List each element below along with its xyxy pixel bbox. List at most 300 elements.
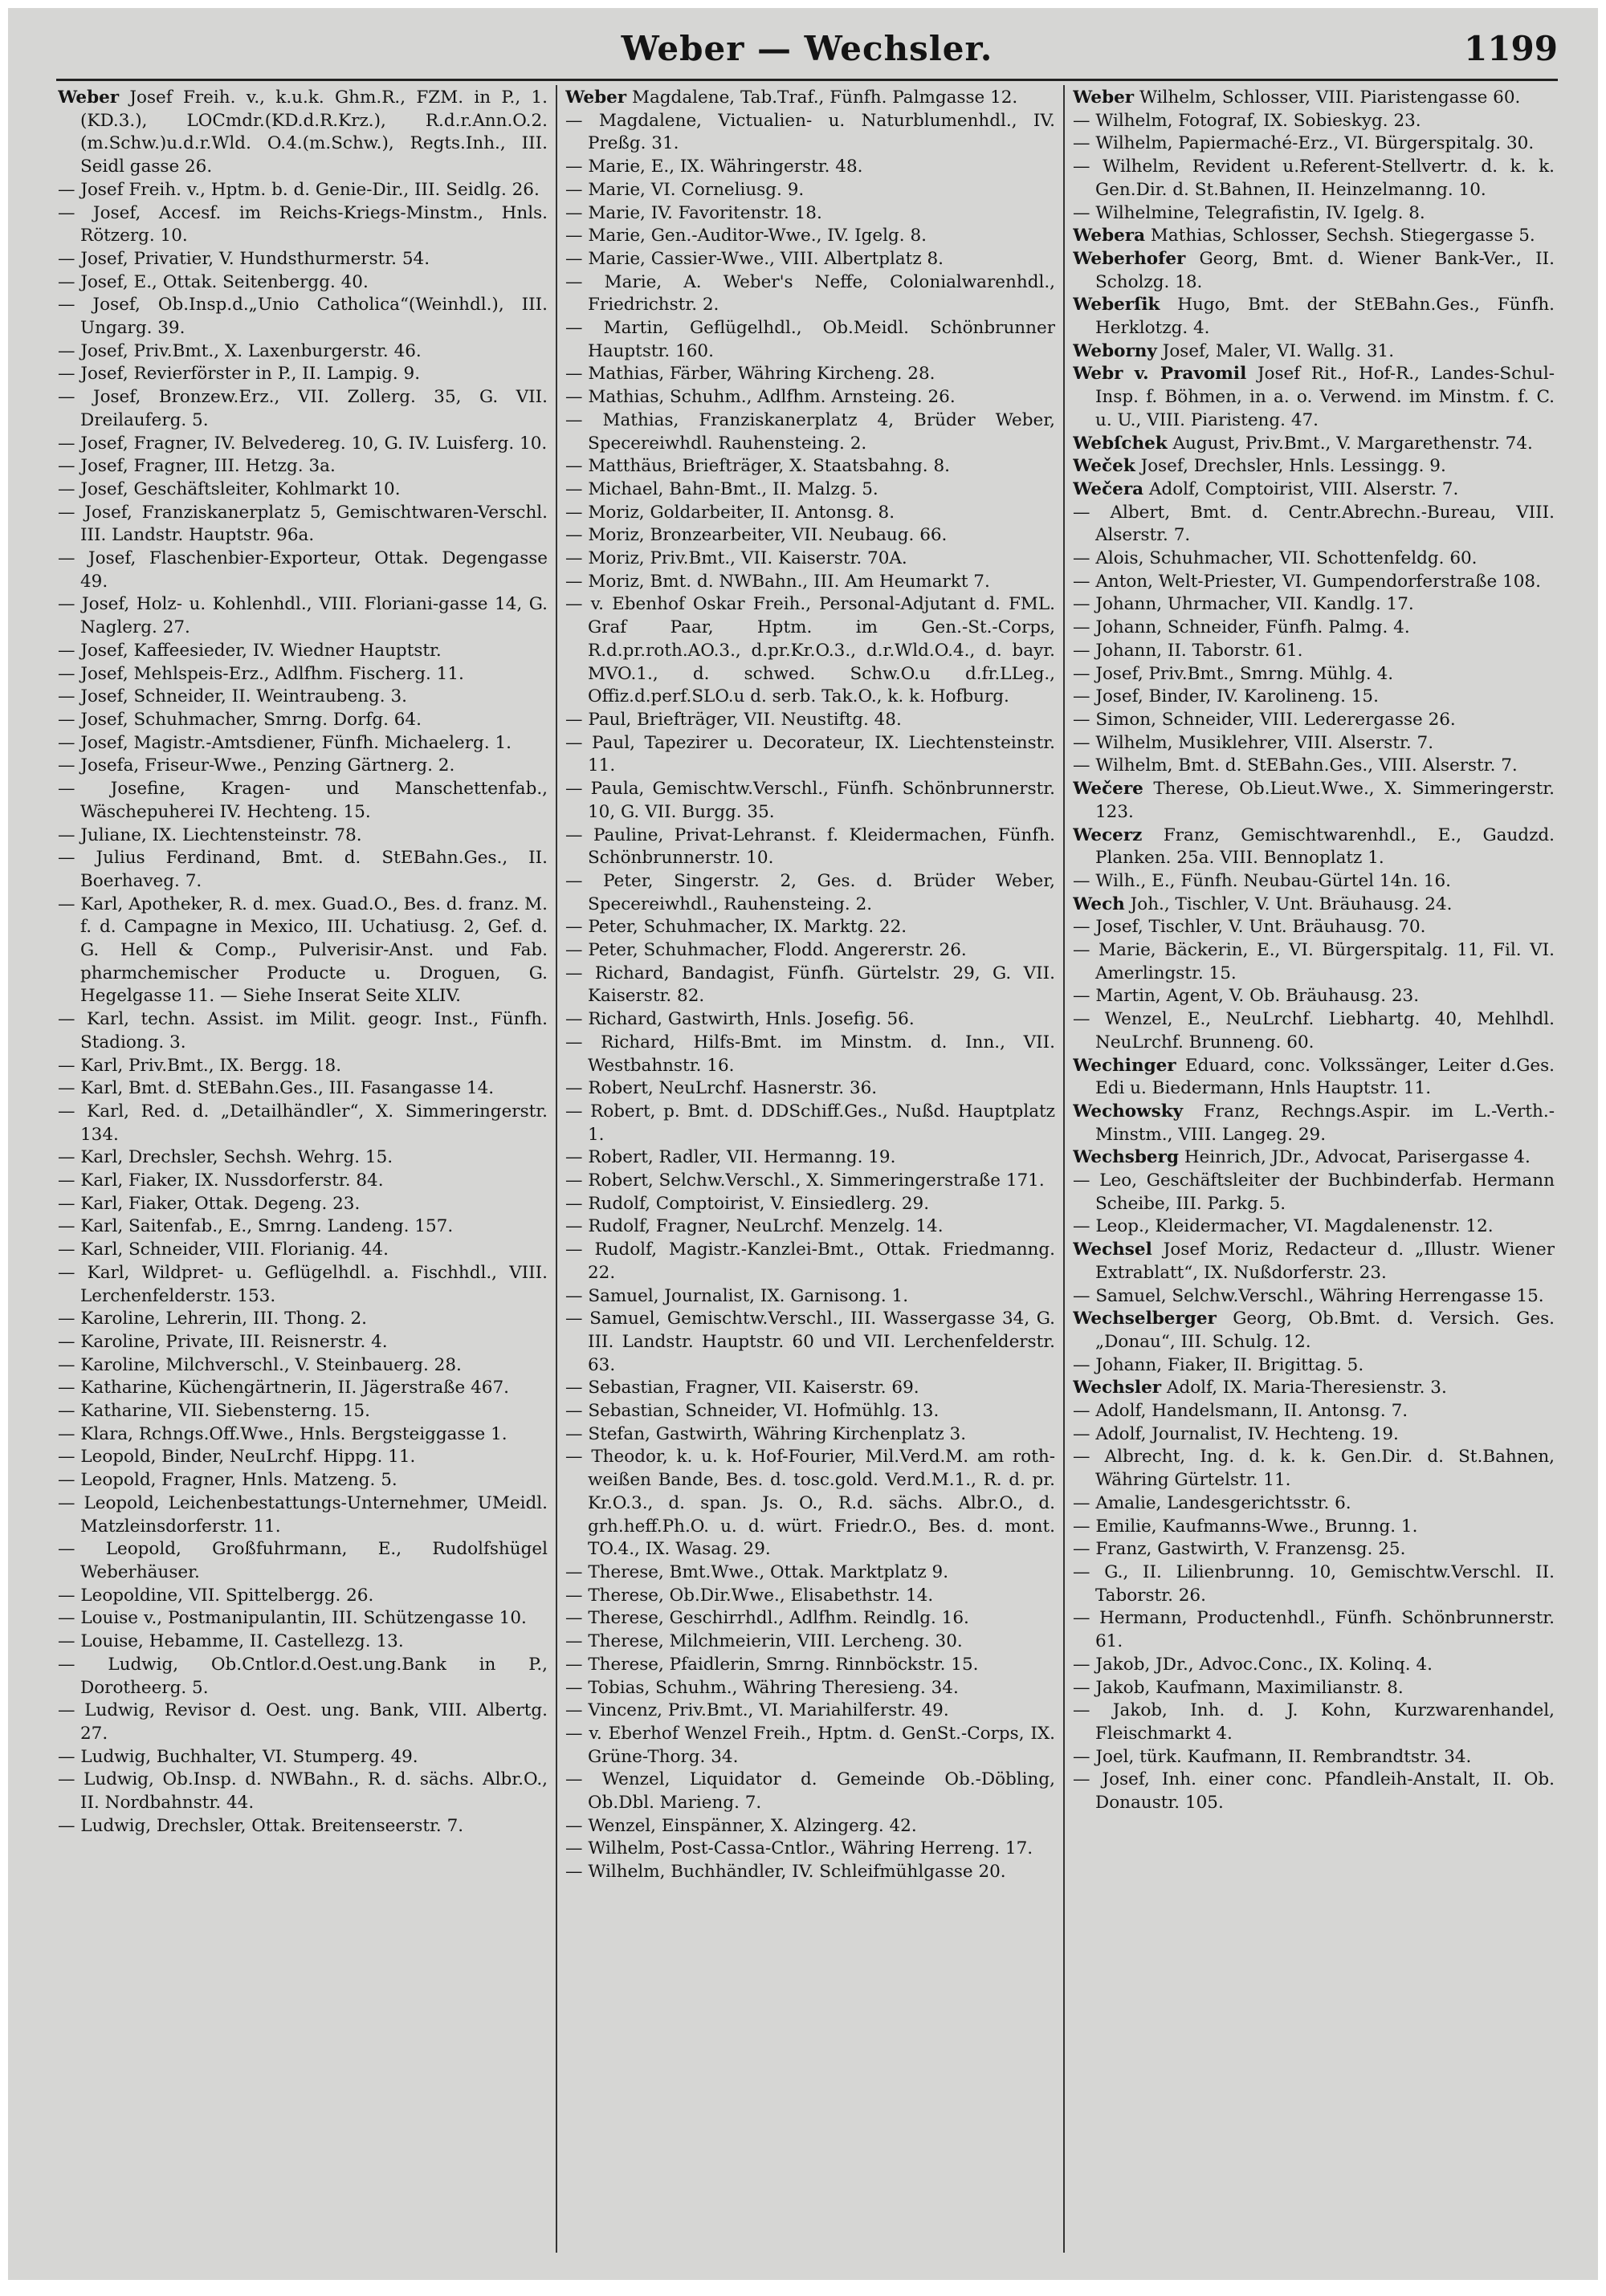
entry-text: — v. Ebenhof Oskar Freih., Personal-Adjutant d. FML. Graf Paar, Hptm. im Gen.-St.-Corps, R.d.pr.roth.AO.3., d.pr.Kr.O.3., d.r.Wld.O.4., d. bayr. MVO.1., d. schwed. Schw.O.u d.fr.LLeg., Offiz.d.perf.SLO.u d. serb. Tak.O., k. k. Hofburg. [565,594,1055,707]
directory-entry [565,1308,1055,1377]
entry-text: — Karl, Schneider, VIII. Florianig. 44. [58,1240,389,1260]
entry-text: — Julius Ferdinand, Bmt. d. StEBahn.Ges., II. Boerhaveg. 7. [58,848,548,891]
entry-text: — Josef, Fragner, IV. Belvedereg. 10, G. IV. Luisferg. 10. [58,433,548,454]
directory-entry [58,593,548,639]
directory-entry [565,1700,1055,1723]
directory-entry [565,1400,1055,1423]
directory-entry [1073,916,1555,939]
directory-entry [58,1101,548,1146]
directory-entry [565,1769,1055,1814]
directory-entry [58,1239,548,1262]
entry-text: — Josef, Flaschenbier-Exporteur, Ottak. Degengasse 49. [58,548,548,592]
entry-text: — Michael, Bahn-Bmt., II. Malzg. 5. [565,478,878,499]
directory-entry [565,916,1055,939]
entry-text: — Wenzel, Liquidator d. Gemeinde Ob.-Döbling, Ob.Dbl. Marieng. 7. [565,1769,1055,1814]
directory-entry [1073,894,1555,917]
directory-entry [58,478,548,502]
directory-entry [1073,593,1555,617]
entry-text: — Karl, Fiaker, Ottak. Degeng. 23. [58,1193,361,1214]
entry-text: Josef, Drechsler, Hnls. Lessingg. 9. [1135,456,1446,477]
entry-text: — Martin, Agent, V. Ob. Bräuhausg. 23. [1073,986,1420,1007]
directory-entry [1073,87,1555,110]
entry-text: Josef, Maler, VI. Wallg. 31. [1156,340,1395,361]
entry-text: — Josef, Holz- u. Kohlenhdl., VIII. Floriani-gasse 14, G. Naglerg. 27. [58,594,548,638]
directory-entry [565,156,1055,179]
entry-text: — Franz, Gastwirth, V. Franzensg. 25. [1073,1539,1406,1560]
entry-text: — Samuel, Journalist, IX. Garnisong. 1. [565,1285,909,1306]
entry-text: — Wilhelm, Revident u.Referent-Stellvertr. d. k. k. Gen.Dir. d. St.Bahnen, II. Heinzelmanng. 10. [1073,157,1555,200]
directory-entry [1073,709,1555,732]
entry-text: — Leop., Kleidermacher, VI. Magdalenenstr. 12. [1073,1216,1494,1237]
entry-text: — Pauline, Privat-Lehranst. f. Kleidermachen, Fünfh. Schönbrunnerstr. 10. [565,824,1055,869]
entry-text: — Ludwig, Drechsler, Ottak. Breitenseerstr. 7. [58,1815,464,1836]
entry-text: — Josef, Accesf. im Reichs-Kriegs-Minstm., Hnls. Rötzerg. 10. [58,202,548,246]
directory-entry [1073,132,1555,156]
entry-text: — Vincenz, Priv.Bmt., VI. Mariahilferstr. 49. [565,1700,949,1721]
directory-entry [1073,571,1555,594]
directory-entry [1073,1285,1555,1309]
directory-entry [565,225,1055,248]
directory-entry [58,1746,548,1769]
entry-surname: Webſchek [1073,433,1168,454]
directory-entry [58,686,548,709]
entry-text: — Samuel, Selchw.Verschl., Währing Herrengasse 15. [1073,1285,1544,1306]
directory-entry [58,202,548,248]
entry-text: — Tobias, Schuhm., Währing Theresieng. 34. [565,1677,959,1698]
directory-entry [1073,640,1555,663]
entry-text: Heinrich, JDr., Advocat, Parisergasse 4. [1178,1147,1531,1168]
entry-text: — Karoline, Private, III. Reisnerstr. 4. [58,1331,388,1352]
directory-entry [565,1008,1055,1032]
directory-entry [565,963,1055,1008]
entry-text: — Josefine, Kragen- und Manschettenfab., Wäschepuherei IV. Hechteng. 15. [58,779,548,822]
entry-text: — Mathias, Schuhm., Adlfhm. Arnsteing. 26. [565,387,956,408]
directory-entry [58,87,548,179]
page-header [56,29,1558,77]
directory-entry [1073,1146,1555,1170]
directory-entry [58,548,548,593]
directory-entry [1073,985,1555,1008]
directory-entry [1073,1101,1555,1146]
entry-text: — Albrecht, Ing. d. k. k. Gen.Dir. d. St.Bahnen, Währing Gürtelstr. 11. [1073,1447,1555,1491]
directory-entry [565,248,1055,271]
directory-entry [58,1607,548,1630]
directory-entry [1073,1516,1555,1539]
entry-surname: Weček [1073,456,1135,477]
entry-text: — Therese, Ob.Dir.Wwe., Elisabethstr. 14. [565,1585,934,1606]
entry-text: — Ludwig, Ob.Insp. d. NWBahn., R. d. sächs. Albr.O., II. Nordbahnstr. 44. [58,1769,548,1814]
directory-entry [58,1262,548,1308]
directory-entry [58,1400,548,1423]
entry-text: — Jakob, JDr., Advoc.Conc., IX. Kolinq. 4. [1073,1654,1433,1675]
directory-entry [565,1239,1055,1284]
directory-entry [1073,294,1555,340]
directory-entry [565,778,1055,824]
directory-entry [1073,225,1555,248]
directory-entry [58,640,548,663]
entry-text: — Simon, Schneider, VIII. Lederergasse 26. [1073,709,1456,730]
directory-entry [565,1170,1055,1193]
directory-entry [58,1446,548,1469]
entry-text: — Emilie, Kaufmanns-Wwe., Brunng. 1. [1073,1516,1418,1537]
entry-text: — Klara, Rchngs.Off.Wwe., Hnls. Bergsteiggasse 1. [58,1423,507,1444]
entry-text: — Jakob, Inh. d. J. Kohn, Kurzwarenhandel, Fleischmarkt 4. [1073,1700,1555,1744]
entry-text: — Matthäus, Briefträger, X. Staatsbahng. 8. [565,456,950,477]
directory-entry [565,1146,1055,1170]
directory-entry [58,732,548,755]
directory-entry [58,271,548,295]
entry-text: — Josef, Magistr.-Amtsdiener, Fünfh. Michaelerg. 1. [58,732,512,753]
entry-text: — Richard, Hilfs-Bmt. im Minstm. d. Inn., VII. Westbahnstr. 16. [565,1032,1055,1076]
entry-text: — Wenzel, E., NeuLrchf. Liebhartg. 40, Mehlhdl. NeuLrchf. Brunneng. 60. [1073,1009,1555,1052]
directory-entry [58,894,548,1009]
entry-text: — Wilhelmine, Telegrafistin, IV. Igelg. 8. [1073,202,1425,223]
directory-entry [565,1561,1055,1585]
entry-text: — Moriz, Bronzearbeiter, VII. Neubaug. 66. [565,525,948,546]
entry-text: — Josef, Mehlspeis-Erz., Adlfhm. Fischerg. 11. [58,663,464,684]
entry-text: — Robert, NeuLrchf. Hasnerstr. 36. [565,1078,878,1099]
directory-entry [1073,732,1555,755]
entry-text: — Rudolf, Magistr.-Kanzlei-Bmt., Ottak. Friedmanng. 22. [565,1240,1055,1283]
column-divider [1063,85,1065,2253]
entry-text: — Josef, Schneider, II. Weintraubeng. 3. [58,686,407,707]
directory-entry [565,548,1055,571]
directory-entry [565,478,1055,502]
entry-text: — Theodor, k. u. k. Hof-Fourier, Mil.Verd.M. am roth-weißen Bande, Bes. d. tosc.gold. Verd.M.1., R. d. pr. Kr.O.3., d. span. Js. O., R.d. sächs. Albr.O., d. grh.heff.Ph.O. u. d. würt. Friedr.O., Bes. d. mont. TO.4., IX. Wasag. 29. [565,1447,1055,1560]
directory-entry [58,1538,548,1584]
entry-text: — Therese, Bmt.Wwe., Ottak. Marktplatz 9. [565,1562,949,1582]
directory-entry [1073,1607,1555,1653]
directory-entry [565,524,1055,548]
directory-entry [1073,455,1555,478]
directory-entry [58,1654,548,1700]
directory-entry [565,179,1055,202]
directory-entry [58,502,548,548]
entry-surname: Weberſik [1073,295,1160,315]
directory-entry [58,1492,548,1538]
entry-text: — Josef, Revierförster in P., II. Lampig. 9. [58,364,421,385]
entry-text: — Richard, Bandagist, Fünfh. Gürtelstr. 29, G. VII. Kaiserstr. 82. [565,963,1055,1007]
directory-entry [1073,1769,1555,1814]
entry-text: — Karl, Bmt. d. StEBahn.Ges., III. Fasangasse 14. [58,1078,495,1099]
entry-text: — Ludwig, Revisor d. Oest. ung. Bank, VIII. Albertg. 27. [58,1700,548,1744]
entry-text: — Juliane, IX. Liechtensteinstr. 78. [58,824,362,845]
directory-entry [1073,1377,1555,1400]
directory-entry [58,179,548,202]
entry-surname: Wecerz [1073,824,1143,845]
directory-entry [1073,1561,1555,1607]
directory-entry [565,455,1055,478]
directory-entry [58,1331,548,1354]
directory-entry [1073,1746,1555,1769]
entry-text: — Josef, Priv.Bmt., Smrng. Mühlg. 4. [1073,663,1394,684]
entry-text: — Ludwig, Buchhalter, VI. Stumperg. 49. [58,1746,418,1767]
directory-entry [1073,824,1555,870]
entry-text: Josef Freih. v., k.u.k. Ghm.R., FZM. in P., 1.(KD.3.), LOCmdr.(KD.d.R.Krz.), R.d.r.Ann.O.2.(m.Schw.)u.d.r.Wld. O.4.(m.Schw.), Regts.Inh., III. Seidl gasse 26. [80,88,548,177]
directory-entry [1073,1215,1555,1239]
directory-entry [1073,1055,1555,1101]
entry-surname: Weber [565,88,627,108]
entry-text: Georg, Ob.Bmt. d. Versich. Ges. „Donau“, III. Schulg. 12. [1095,1309,1555,1352]
directory-column-2 [565,87,1055,2254]
directory-entry [1073,1308,1555,1354]
entry-text: Mathias, Schlosser, Sechsh. Stiegergasse 5. [1145,226,1535,246]
directory-entry [1073,1492,1555,1516]
directory-entry [565,1077,1055,1101]
directory-page [8,8,1598,2280]
directory-entry [565,502,1055,525]
directory-entry [565,1285,1055,1309]
entry-text: — Magdalene, Victualien- u. Naturblumenhdl., IV. Preßg. 31. [565,110,1055,154]
entry-text: — Karl, techn. Assist. im Milit. geogr. Inst., Fünfh. Stadiong. 3. [58,1009,548,1052]
entry-text: — Leopold, Binder, NeuLrchf. Hippg. 11. [58,1447,416,1468]
entry-text: — Johann, Uhrmacher, VII. Kandlg. 17. [1073,594,1414,615]
entry-text: — Josef, Binder, IV. Karolineng. 15. [1073,686,1379,707]
directory-entry [565,1723,1055,1769]
entry-text: — Katharine, Küchengärtnerin, II. Jägerstraße 467. [58,1378,509,1398]
directory-entry [565,87,1055,110]
entry-text: — v. Eberhof Wenzel Freih., Hptm. d. GenSt.-Corps, IX. Grüne-Thorg. 34. [565,1723,1055,1767]
directory-entry [565,1861,1055,1884]
entry-surname: Wečera [1073,478,1144,499]
directory-entry [1073,1700,1555,1745]
directory-entry [58,1354,548,1378]
entry-surname: Weborny [1073,340,1157,361]
directory-entry [58,1815,548,1838]
entry-text: — Josef, E., Ottak. Seitenbergg. 40. [58,271,369,292]
entry-text: — Wilh., E., Fünfh. Neubau-Gürtel 14n. 16. [1073,870,1451,891]
entry-text: — Wilhelm, Post-Cassa-Cntlor., Währing Herreng. 17. [565,1838,1033,1859]
directory-entry [565,386,1055,409]
directory-entry [1073,248,1555,294]
directory-entry [58,248,548,271]
entry-text: — Leo, Geschäftsleiter der Buchbinderfab. Hermann Scheibe, III. Parkg. 5. [1073,1170,1555,1214]
entry-text: — Jakob, Kaufmann, Maximilianstr. 8. [1073,1677,1404,1698]
directory-entry [1073,686,1555,709]
entry-text: — Karl, Saitenfab., E., Smrng. Landeng. 157. [58,1216,454,1237]
directory-entry [1073,1354,1555,1378]
entry-text: Adolf, Comptoirist, VIII. Alserstr. 7. [1143,478,1459,499]
directory-entry [1073,1008,1555,1054]
entry-surname: Wechsler [1073,1378,1162,1398]
entry-text: — Johann, Schneider, Fünfh. Palmg. 4. [1073,617,1410,638]
entry-text: — Karl, Wildpret- u. Geflügelhdl. a. Fischhdl., VIII. Lerchenfelderstr. 153. [58,1262,548,1306]
entry-text: — Stefan, Gastwirth, Währing Kirchenplatz 3. [565,1423,967,1444]
entry-text: — Adolf, Handelsmann, II. Antonsg. 7. [1073,1401,1408,1422]
entry-text: — Therese, Milchmeierin, VIII. Lercheng. 30. [565,1631,963,1652]
entry-text: August, Priv.Bmt., V. Margarethenstr. 74. [1167,433,1533,454]
entry-text: Josef Moriz, Redacteur d. „Illustr. Wiener Extrablatt“, IX. Nußdorferstr. 23. [1095,1240,1555,1283]
entry-text: — Leopold, Großfuhrmann, E., Rudolfshügel Weberhäuser. [58,1539,548,1582]
entry-surname: Wečere [1073,779,1143,800]
directory-entry [58,1377,548,1400]
entry-text: — Josef, Privatier, V. Hundsthurmerstr. 54. [58,248,430,269]
directory-entry [1073,1423,1555,1447]
entry-text: — Marie, Cassier-Wwe., VIII. Albertplatz 8. [565,248,944,269]
entry-text: — Karl, Priv.Bmt., IX. Bergg. 18. [58,1055,342,1076]
entry-text: — Josef Freih. v., Hptm. b. d. Genie-Dir., III. Seidlg. 26. [58,179,540,200]
directory-entry [1073,1446,1555,1492]
directory-entry [58,1215,548,1239]
entry-text: — Paula, Gemischtw.Verschl., Fünfh. Schönbrunnerstr. 10, G. VII. Burgg. 35. [565,779,1055,822]
directory-entry [1073,663,1555,686]
directory-entry [1073,1654,1555,1677]
directory-entry [565,271,1055,317]
directory-entry [565,709,1055,732]
entry-text: Josef Rit., Hof-R., Landes-Schul-Insp. f. Böhmen, in a. o. Verwend. im Minstm. f. C. u. U., VIII. Piaristeng. 47. [1095,364,1555,430]
directory-entry [565,1193,1055,1216]
directory-entry [58,1308,548,1331]
entry-text: — Marie, Bäckerin, E., VI. Bürgerspitalg. 11, Fil. VI. Amerlingstr. 15. [1073,940,1555,983]
directory-entry [565,110,1055,156]
entry-text: — Anton, Welt-Priester, VI. Gumpendorferstraße 108. [1073,571,1541,592]
column-divider [556,85,557,2253]
entry-text: — Hermann, Productenhdl., Fünfh. Schönbrunnerstr. 61. [1073,1608,1555,1652]
entry-text: — Robert, Selchw.Verschl., X. Simmeringerstraße 171. [565,1170,1045,1191]
entry-text: — Moriz, Priv.Bmt., VII. Kaiserstr. 70A. [565,548,907,569]
directory-entry [58,1469,548,1492]
directory-entry [565,1446,1055,1561]
directory-entry [565,571,1055,594]
entry-surname: Wechselberger [1073,1309,1217,1329]
entry-text: — Josef, Priv.Bmt., X. Laxenburgerstr. 46. [58,340,422,361]
directory-column-1 [58,87,548,2254]
directory-entry [565,1423,1055,1447]
entry-surname: Weber [58,88,120,108]
directory-entry [565,363,1055,386]
entry-text: — Josef, Kaffeesieder, IV. Wiedner Hauptstr. [58,640,442,661]
entry-text: — Moriz, Goldarbeiter, II. Antonsg. 8. [565,502,895,523]
entry-text: — Amalie, Landesgerichtsstr. 6. [1073,1492,1351,1513]
page-number: 1199 [1464,29,1558,68]
entry-text: Magdalene, Tab.Traf., Fünfh. Palmgasse 12. [626,88,1018,108]
directory-entry [58,778,548,824]
directory-entry [1073,1239,1555,1284]
directory-entry [1073,502,1555,548]
directory-entry [565,1654,1055,1677]
entry-surname: Wechsberg [1073,1147,1179,1168]
directory-entry [58,1769,548,1814]
directory-entry [58,1055,548,1078]
entry-text: — Wilhelm, Bmt. d. StEBahn.Ges., VIII. Alserstr. 7. [1073,755,1518,776]
directory-entry [565,939,1055,963]
entry-text: — Rudolf, Comptoirist, V. Einsiedlerg. 29. [565,1193,930,1214]
directory-entry [565,1630,1055,1654]
entry-text: — Rudolf, Fragner, NeuLrchf. Menzelg. 14. [565,1216,944,1237]
directory-entry [565,1032,1055,1077]
entry-text: — Sebastian, Fragner, VII. Kaiserstr. 69. [565,1378,919,1398]
entry-text: — Peter, Singerstr. 2, Ges. d. Brüder Weber, Specereiwhdl., Rauhensteing. 2. [565,870,1055,914]
entry-text: — Marie, A. Weber's Neffe, Colonialwarenhdl., Friedrichstr. 2. [565,271,1055,315]
entry-text: — Sebastian, Schneider, VI. Hofmühlg. 13. [565,1401,940,1422]
directory-entry [58,1423,548,1447]
directory-entry [58,363,548,386]
directory-column-3 [1073,87,1555,2254]
entry-text: — Karl, Fiaker, IX. Nussdorferstr. 84. [58,1170,384,1191]
directory-entry [58,709,548,732]
entry-text: — Joel, türk. Kaufmann, II. Rembrandtstr. 34. [1073,1746,1472,1767]
entry-surname: Wechowsky [1073,1101,1184,1122]
entry-text: — Josef, Geschäftsleiter, Kohlmarkt 10. [58,478,401,499]
entry-text: — Therese, Geschirrhdl., Adlfhm. Reindlg. 16. [565,1608,969,1629]
entry-surname: Weberhofer [1073,248,1186,269]
directory-entry [565,1377,1055,1400]
entry-text: — Robert, Radler, VII. Hermanng. 19. [565,1147,896,1168]
entry-text: — Samuel, Gemischtw.Verschl., III. Wassergasse 34, G. III. Landstr. Hauptstr. 60 und VII. Lerchenfelderstr. 63. [565,1309,1055,1375]
entry-text: — G., II. Lilienbrunng. 10, Gemischtw.Verschl. II. Taborstr. 26. [1073,1562,1555,1606]
entry-text: — Richard, Gastwirth, Hnls. Josefig. 56. [565,1009,915,1030]
directory-entry [1073,478,1555,502]
entry-text: — Josef, Tischler, V. Unt. Bräuhausg. 70. [1073,917,1426,938]
directory-entry [58,433,548,456]
directory-entry [565,1607,1055,1630]
directory-entry [1073,1400,1555,1423]
directory-entry [565,1585,1055,1608]
directory-entry [1073,1170,1555,1215]
directory-entry [1073,548,1555,571]
directory-entry [58,1630,548,1654]
entry-text: — Josefa, Friseur-Wwe., Penzing Gärtnerg. 2. [58,755,455,776]
directory-entry [1073,110,1555,133]
directory-entry [58,847,548,893]
directory-entry [58,1170,548,1193]
entry-text: — Leopold, Leichenbestattungs-Unternehmer, UMeidl. Matzleinsdorferstr. 11. [58,1492,548,1537]
directory-entry [58,294,548,340]
entry-text: Georg, Bmt. d. Wiener Bank-Ver., II. Scholzg. 18. [1095,248,1555,292]
directory-entry [58,1193,548,1216]
directory-entry [1073,433,1555,456]
entry-text: — Wilhelm, Fotograf, IX. Sobieskyg. 23. [1073,110,1421,131]
entry-text: — Wilhelm, Buchhändler, IV. Schleifmühlgasse 20. [565,1862,1006,1883]
entry-text: — Karl, Red. d. „Detailhändler“, X. Simmeringerstr. 134. [58,1101,548,1145]
entry-text: — Therese, Pfaidlerin, Smrng. Rinnböckstr. 15. [565,1654,979,1675]
entry-text: — Mathias, Färber, Währing Kircheng. 28. [565,364,935,385]
entry-text: — Marie, Gen.-Auditor-Wwe., IV. Igelg. 8. [565,226,927,246]
directory-entry [58,386,548,432]
entry-text: — Leopold, Fragner, Hnls. Matzeng. 5. [58,1470,397,1491]
entry-text: — Peter, Schuhmacher, Flodd. Angererstr. 26. [565,940,967,961]
entry-text: — Albert, Bmt. d. Centr.Abrechn.-Bureau, VIII. Alserstr. 7. [1073,502,1555,546]
directory-entry [58,1008,548,1054]
entry-text: — Karoline, Milchverschl., V. Steinbauerg. 28. [58,1354,462,1375]
directory-entry [1073,156,1555,202]
directory-entry [1073,870,1555,894]
directory-entry [1073,939,1555,985]
directory-entry [58,455,548,478]
directory-entry [58,340,548,364]
directory-entry [58,1585,548,1608]
entry-text: — Josef, Fragner, III. Hetzg. 3a. [58,456,336,477]
directory-entry [1073,778,1555,824]
entry-text: — Josef, Franziskanerplatz 5, Gemischtwaren-Verschl. III. Landstr. Hauptstr. 96a. [58,502,548,546]
directory-entry [1073,1677,1555,1700]
entry-surname: Wech [1073,894,1125,914]
entry-text: Wilhelm, Schlosser, VIII. Piaristengasse 60. [1134,88,1521,108]
entry-text: — Wilhelm, Papiermaché-Erz., VI. Bürgerspitalg. 30. [1073,133,1535,154]
entry-text: — Karl, Apotheker, R. d. mex. Guad.O., Bes. d. franz. M. f. d. Campagne in Mexico, III. Uchatiusg. 2, Gef. d. G. Hell & Comp., Pulverisir-Anst. und Fab. pharmchemischer Producte u. Droguen, G. Hegelgasse 11. — Siehe Inserat Seite XLIV. [58,894,548,1007]
directory-entry [565,732,1055,778]
entry-text: — Josef, Schuhmacher, Smrng. Dorfg. 64. [58,709,422,730]
entry-text: — Adolf, Journalist, IV. Hechteng. 19. [1073,1423,1399,1444]
entry-surname: Webera [1073,226,1146,246]
directory-entry [58,755,548,778]
entry-text: — Peter, Schuhmacher, IX. Marktg. 22. [565,917,907,938]
entry-text: — Josef, Inh. einer conc. Pfandleih-Anstalt, II. Ob. Donaustr. 105. [1073,1769,1555,1814]
entry-text: Franz, Rechngs.Aspir. im L.-Verth.-Minstm., VIII. Langeg. 29. [1095,1101,1555,1145]
directory-entry [58,663,548,686]
entry-text: — Louise v., Postmanipulantin, III. Schützengasse 10. [58,1608,527,1629]
entry-text: — Mathias, Franziskanerplatz 4, Brüder Weber, Specereiwhdl. Rauhensteing. 2. [565,409,1055,454]
